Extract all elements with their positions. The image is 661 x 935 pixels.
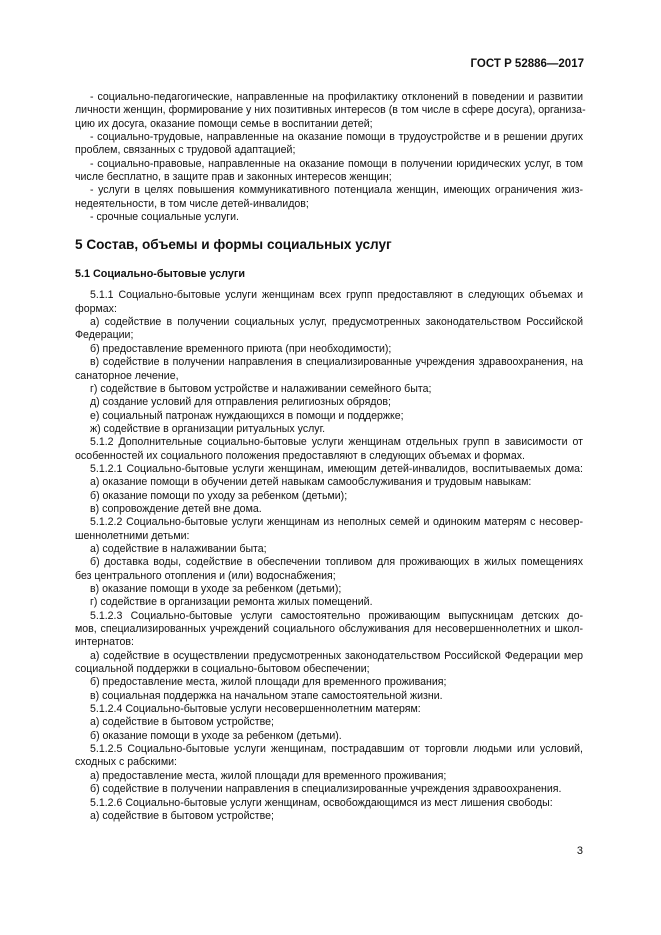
text-line: 5.1.2.4 Социально-бытовые услуги несовершеннолетним матерям: bbox=[90, 703, 421, 716]
text-line: в) оказание помощи в уходе за ребенком (детьми); bbox=[90, 583, 342, 595]
text-line: 5.1.2.6 Социально-бытовые услуги женщинам, освобождающимся из мест лишения свободы: bbox=[90, 796, 553, 809]
text-line: 5.1.1 Социально-бытовые услуги женщинам всех групп предоставляют в следующих объемах и bbox=[90, 289, 583, 302]
text-line: санаторное лечение, bbox=[75, 369, 179, 382]
text-line: - услуги в целях повышения коммуникативного потенциала женщин, имеющих ограничения жиз- bbox=[90, 184, 583, 197]
text-line: социальной поддержки в социально-бытовом обеспечении; bbox=[75, 663, 370, 676]
text-line: а) содействие в осуществлении предусмотренных законодательством Российской Федерации мер bbox=[90, 649, 583, 662]
text-line: Федерации; bbox=[75, 329, 134, 342]
text-line: е) социальный патронаж нуждающихся в помощи и поддержке; bbox=[90, 409, 404, 422]
text-line: б) содействие в получении направления в специализированные учреждения здравоохранения. bbox=[90, 783, 562, 796]
text-line: 5.1.2.5 Социально-бытовые услуги женщинам, пострадавшим от торговли людьми или условий, bbox=[90, 743, 583, 756]
text-line: формах: bbox=[75, 302, 117, 315]
text-line: а) содействие в бытовом устройстве; bbox=[90, 716, 274, 729]
text-line: в) сопровождение детей вне дома. bbox=[90, 502, 262, 515]
text-line: б) предоставление места, жилой площади для временного проживания; bbox=[90, 676, 447, 689]
text-line: б) предоставление временного приюта (при необходимости); bbox=[90, 342, 392, 355]
document-code: ГОСТ Р 52886—2017 bbox=[470, 58, 584, 70]
text-line: а) содействие в получении социальных услуг, предусмотренных законодательством Российской bbox=[90, 316, 583, 329]
intro-list bbox=[75, 91, 586, 224]
text-line: ж) содействие в организации ритуальных услуг. bbox=[90, 422, 326, 435]
text-line: б) оказание помощи по уходу за ребенком (детьми); bbox=[90, 489, 348, 502]
text-line: - социально-правовые, направленные на оказание помощи в получении юридических услуг, в том bbox=[90, 157, 583, 170]
text-line: мов, специализированных учреждений социального обслуживания для несовершеннолетних и школ- bbox=[75, 623, 583, 636]
text-line: без центрального отопления и (или) водоснабжения; bbox=[75, 569, 336, 582]
text-line: а) содействие в бытовом устройстве; bbox=[90, 809, 274, 822]
text-line: б) доставка воды, содействие в обеспечении топливом для проживающих в жилых помещениях bbox=[90, 556, 583, 569]
text-line: а) предоставление места, жилой площади для временного проживания; bbox=[90, 769, 447, 782]
text-line: г) содействие в бытовом устройстве и налаживании семейного быта; bbox=[90, 382, 432, 395]
text-line: 5.1.2.2 Социально-бытовые услуги женщинам из неполных семей и одиноким матерям с несовер- bbox=[90, 516, 583, 529]
text-line: в) содействие в получении направления в специализированные учреждения здравоохранения, на bbox=[90, 356, 583, 369]
text-line: 5.1.2 Дополнительные социально-бытовые услуги женщинам отдельных групп в зависимости от bbox=[90, 436, 583, 449]
text-line: в) социальная поддержка на начальном этапе самостоятельной жизни. bbox=[90, 689, 443, 702]
text-line: - социально-педагогические, направленные на профилактику отклонений в поведении и развитии bbox=[90, 91, 583, 103]
text-line: б) оказание помощи в уходе за ребенком (детьми). bbox=[90, 729, 342, 742]
text-line: шеннолетними детьми: bbox=[75, 529, 190, 542]
body-text bbox=[75, 289, 583, 823]
page-number: 3 bbox=[576, 845, 583, 857]
page-content bbox=[75, 91, 586, 823]
text-line: а) оказание помощи в обучении детей навыкам самообслуживания и трудовым навыкам: bbox=[90, 476, 532, 489]
text-line: 5.1.2.3 Социально-бытовые услуги самостоятельно проживающим выпускницам детских до- bbox=[90, 609, 583, 622]
text-line: личности женщин, формирование у них позитивных интересов (в том числе в сфере досуга), организа- bbox=[75, 104, 586, 117]
text-line: цию их досуга, оказание помощи семье в воспитании детей; bbox=[75, 117, 373, 130]
text-line: д) создание условий для отправления религиозных обрядов; bbox=[90, 396, 391, 409]
text-line: недеятельности, в том числе детей-инвалидов; bbox=[75, 197, 309, 210]
text-line: г) содействие в организации ремонта жилых помещений. bbox=[90, 596, 373, 609]
text-line: а) содействие в налаживании быта; bbox=[90, 542, 267, 555]
text-line: - срочные социальные услуги. bbox=[90, 211, 240, 224]
text-line: - социально-трудовые, направленные на оказание помощи в трудоустройстве и в решении других bbox=[90, 131, 583, 144]
text-line: проблем, связанных с трудовой адаптацией; bbox=[75, 144, 296, 157]
text-line: интернатов: bbox=[75, 636, 134, 649]
text-line: сходных с рабскими: bbox=[75, 756, 177, 769]
section-title: 5 Состав, объемы и формы социальных услуг bbox=[75, 237, 392, 253]
text-line: числе бесплатно, в защите прав и законных интересов женщин; bbox=[75, 171, 392, 184]
text-line: особенностей их социального положения предоставляют в следующих объемах и формах. bbox=[75, 449, 525, 462]
subsection-title: 5.1 Социально-бытовые услуги bbox=[75, 268, 245, 281]
text-line: 5.1.2.1 Социально-бытовые услуги женщинам, имеющим детей-инвалидов, воспитываемых дома: bbox=[90, 462, 583, 475]
